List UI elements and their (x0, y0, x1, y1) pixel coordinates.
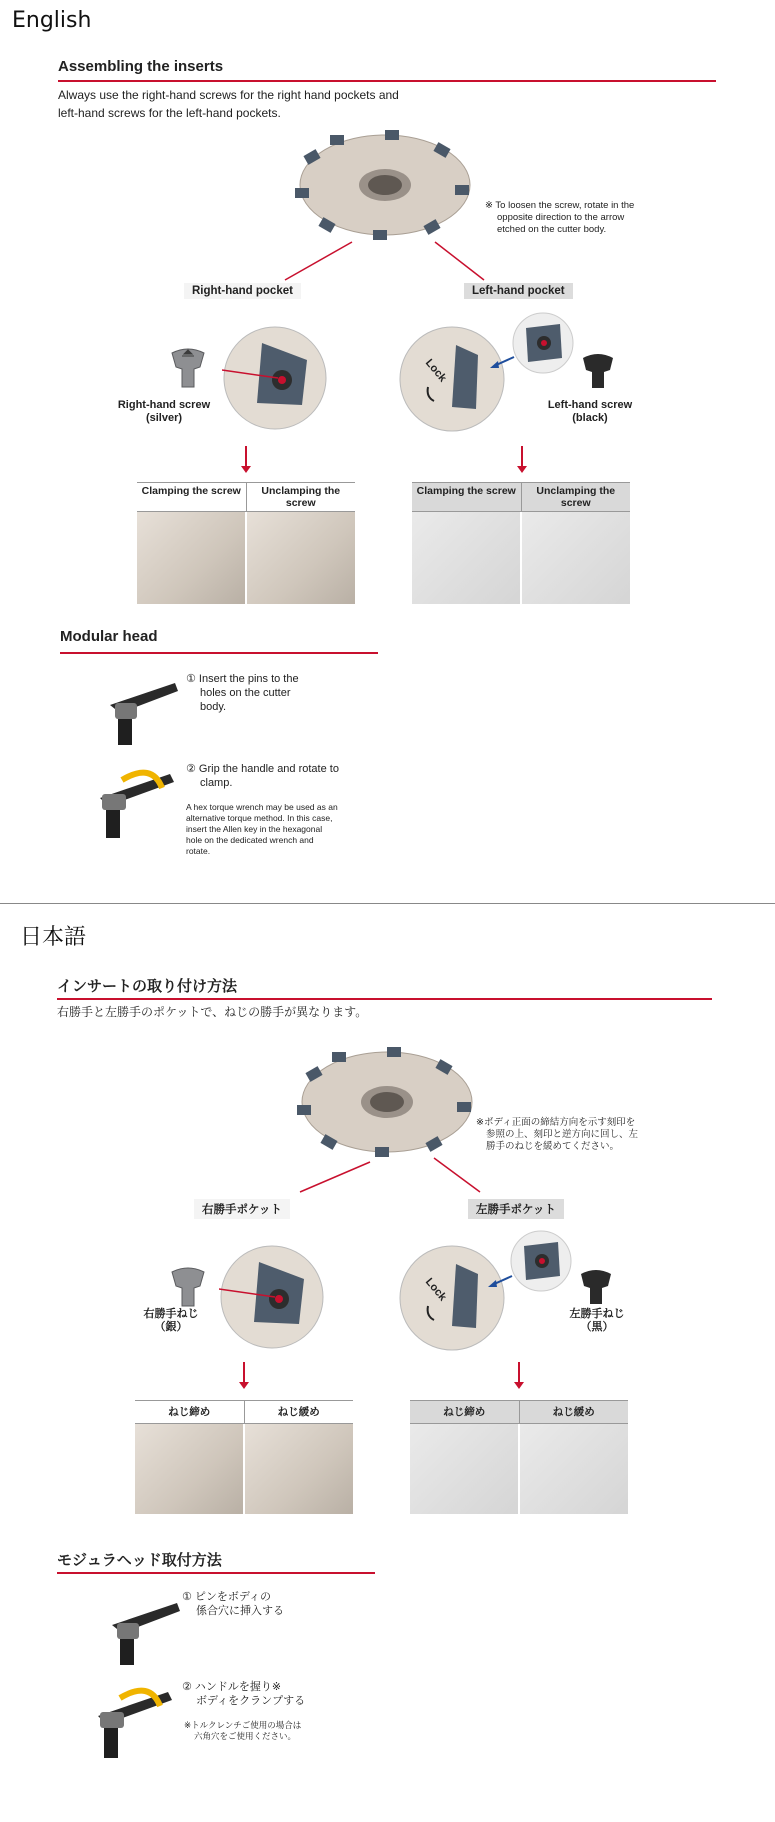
left-pocket-closeup (398, 1244, 506, 1352)
modular-step2-note-ja (184, 1720, 301, 1742)
lock-text: Lock (422, 1275, 449, 1304)
right-screw-label-ja (126, 1308, 216, 1334)
title-underline (57, 998, 712, 1000)
right-screw-icon (168, 347, 208, 391)
left-screw-icon (580, 352, 616, 390)
step-line: ① Insert the pins to the (186, 673, 299, 685)
note-line: 六角穴をご使用ください。 (194, 1731, 297, 1741)
lock-text: Lock (422, 356, 449, 385)
right-screw-icon (168, 1266, 208, 1310)
assembly-title-en: Assembling the inserts (58, 58, 224, 75)
steps-header (137, 482, 355, 512)
step-line: ② ハンドルを握り※ (182, 1681, 282, 1693)
modular-step2-image (90, 1676, 182, 1760)
screw-label-line: （銀） (154, 1321, 188, 1333)
modular-step2-en (186, 762, 339, 790)
step-line: holes on the cutter (200, 687, 291, 699)
right-steps-table-ja (135, 1400, 353, 1514)
left-pocket-label-ja: 左勝手ポケット (468, 1199, 564, 1219)
unclamp-photo (247, 512, 355, 604)
modular-step1-en (186, 672, 299, 714)
title-underline (57, 1572, 375, 1574)
note-line: ※ To loosen the screw, rotate in the (485, 200, 635, 211)
note-line: etched on the cutter body. (497, 224, 607, 235)
right-pocket-label-ja: 右勝手ポケット (194, 1199, 290, 1219)
step-line: ① ピンをボディの (182, 1591, 272, 1603)
note-line: hole on the dedicated wrench and (186, 835, 314, 845)
step-line: body. (200, 701, 227, 713)
left-pocket-label-en: Left-hand pocket (464, 283, 573, 299)
down-arrow (243, 1362, 245, 1382)
unclamp-photo (522, 512, 630, 604)
step-line: clamp. (200, 777, 233, 789)
clamp-photo (137, 512, 245, 604)
left-insert-image (510, 1230, 572, 1292)
note-line: ※トルクレンチご使用の場合は (184, 1720, 302, 1730)
japanese-heading: 日本語 (20, 925, 87, 950)
steps-header (410, 1400, 628, 1424)
screw-label-line: （黒） (580, 1321, 614, 1333)
step-line: ボディをクランプする (196, 1695, 306, 1707)
screw-label-line: 右勝手ねじ (143, 1308, 199, 1320)
right-pocket-closeup (222, 325, 328, 431)
screw-label-line: 左勝手ねじ (569, 1308, 625, 1320)
clamp-header: Clamping the screw (412, 483, 521, 511)
clamp-header: ねじ締め (168, 1406, 211, 1418)
screw-label-line: (black) (572, 412, 608, 424)
left-screw-label-ja (552, 1308, 642, 1334)
down-arrow (518, 1362, 520, 1382)
unclamp-header: Unclamping the screw (246, 483, 356, 511)
language-divider (0, 903, 775, 904)
down-arrow-head (239, 1382, 249, 1389)
down-arrow (245, 446, 247, 466)
steps-header (412, 482, 630, 512)
modular-title-en: Modular head (60, 628, 158, 645)
modular-step2-ja (182, 1680, 305, 1708)
modular-step1-image (102, 1585, 182, 1665)
modular-step2-note-en (186, 802, 338, 857)
title-underline (60, 652, 378, 654)
unclamp-header: Unclamping the screw (521, 483, 631, 511)
down-arrow-head (514, 1382, 524, 1389)
assembly-title-ja: インサートの取り付け方法 (57, 978, 238, 995)
step-line: 係合穴に挿入する (196, 1605, 284, 1617)
intro-line: left-hand screws for the left-hand pockets. (58, 106, 281, 120)
left-insert-image (512, 312, 574, 374)
right-pocket-closeup (219, 1244, 325, 1350)
note-line: 勝手のねじを緩めてください。 (486, 1141, 620, 1152)
clamp-header: ねじ締め (410, 1401, 519, 1423)
unclamp-header: ねじ緩め (244, 1401, 354, 1423)
note-line: rotate. (186, 846, 211, 856)
left-screw-icon (578, 1268, 614, 1306)
left-steps-table-en (412, 482, 630, 604)
left-steps-table-ja (410, 1400, 628, 1514)
left-pocket-closeup (398, 325, 506, 433)
right-steps-table-en (137, 482, 355, 604)
note-line: 参照の上、刻印と逆方向に回し、左 (486, 1129, 639, 1140)
note-line: A hex torque wrench may be used as an (186, 802, 338, 812)
pointer-lines-en (0, 0, 775, 300)
screw-label-line: Left-hand screw (547, 399, 633, 411)
down-arrow-head (241, 466, 251, 473)
note-line: ※ボディ正面の締結方向を示す刻印を (476, 1117, 636, 1128)
unclamp-header: ねじ緩め (519, 1401, 629, 1423)
down-arrow-head (517, 466, 527, 473)
note-line: opposite direction to the arrow (497, 212, 625, 223)
note-line: insert the Allen key in the hexagonal (186, 824, 323, 834)
assembly-intro-ja: 右勝手と左勝手のポケットで、ねじの勝手が異なります。 (57, 1005, 368, 1019)
unclamp-photo (520, 1424, 628, 1514)
right-screw-label-en (112, 399, 216, 425)
step-line: ② Grip the handle and rotate to (186, 763, 339, 775)
pointer-lines-ja (0, 1100, 775, 1200)
steps-header (135, 1400, 353, 1424)
clamp-photo (410, 1424, 518, 1514)
modular-step1-ja (182, 1590, 284, 1618)
clamp-header: Clamping the screw (141, 485, 241, 497)
english-heading: English (12, 8, 92, 33)
intro-line: Always use the right-hand screws for the right hand pockets and (58, 88, 399, 102)
down-arrow (521, 446, 523, 466)
left-screw-label-en (538, 399, 642, 425)
modular-step2-image (92, 758, 184, 840)
clamp-photo (412, 512, 520, 604)
right-pocket-label-en: Right-hand pocket (184, 283, 301, 299)
modular-title-ja: モジュラヘッド取付方法 (57, 1552, 222, 1569)
screw-label-line: Right-hand screw (117, 399, 211, 411)
clamp-photo (135, 1424, 243, 1514)
note-line: alternative torque method. In this case, (186, 813, 333, 823)
modular-step1-image (100, 665, 180, 745)
screw-label-line: (silver) (145, 412, 183, 424)
unclamp-photo (245, 1424, 353, 1514)
